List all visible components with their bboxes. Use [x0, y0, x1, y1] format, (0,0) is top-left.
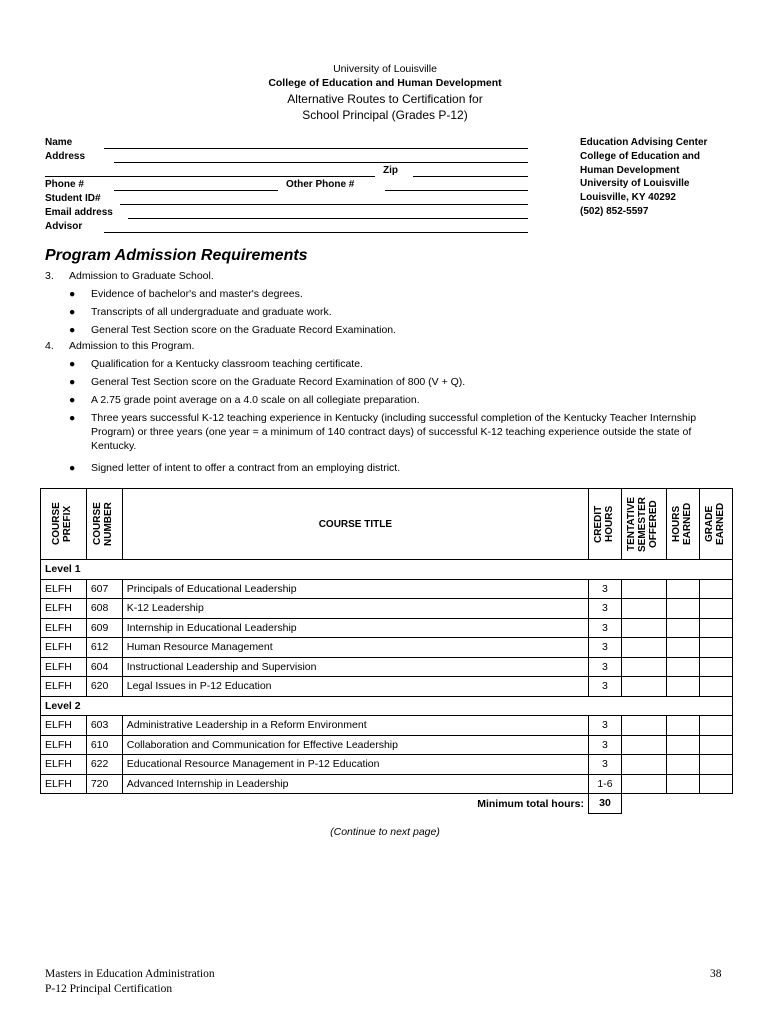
empty-cell [699, 794, 732, 814]
cell-prefix: ELFH [41, 579, 87, 599]
name-field[interactable] [104, 148, 528, 149]
university-name: University of Louisville [333, 63, 437, 75]
empty-cell [621, 794, 666, 814]
cell-tentative[interactable] [621, 735, 666, 755]
cell-grade[interactable] [699, 716, 732, 736]
bullet-icon: ● [69, 324, 76, 336]
table-row [41, 618, 733, 638]
student-id-label: Student ID# [45, 193, 101, 204]
student-id-field[interactable] [120, 204, 528, 205]
req-bullet: Evidence of bachelor's and master's degrees. [91, 288, 303, 300]
cell-grade[interactable] [699, 618, 732, 638]
advising-line: (502) 852-5597 [580, 205, 649, 217]
cell-credit: 3 [588, 657, 621, 677]
table-row [41, 657, 733, 677]
req-heading: Admission to Graduate School. [69, 270, 214, 282]
advising-center-address [580, 136, 707, 219]
cell-number: 608 [86, 599, 122, 619]
req-bullet: General Test Section score on the Graduate Record Examination of 800 (V + Q). [91, 376, 466, 388]
cell-hours-earned[interactable] [666, 755, 699, 775]
cell-hours-earned[interactable] [666, 638, 699, 658]
program-title-line2: School Principal (Grades P-12) [302, 108, 468, 122]
cell-credit: 3 [588, 735, 621, 755]
bullet-icon: ● [69, 376, 76, 388]
course-table [40, 488, 733, 814]
cell-tentative[interactable] [621, 755, 666, 775]
cell-hours-earned[interactable] [666, 774, 699, 794]
cell-title: Collaboration and Communication for Effective Leadership [122, 735, 588, 755]
table-row [41, 599, 733, 619]
cell-hours-earned[interactable] [666, 579, 699, 599]
cell-number: 620 [86, 677, 122, 697]
cell-tentative[interactable] [621, 657, 666, 677]
bullet-icon: ● [69, 358, 76, 370]
cell-credit: 1-6 [588, 774, 621, 794]
table-header-row [41, 489, 733, 560]
cell-prefix: ELFH [41, 755, 87, 775]
table-row [41, 755, 733, 775]
total-row [41, 794, 733, 814]
cell-title: Principals of Educational Leadership [122, 579, 588, 599]
level-label: Level 2 [41, 696, 733, 716]
level-label: Level 1 [41, 560, 733, 580]
cell-credit: 3 [588, 618, 621, 638]
cell-grade[interactable] [699, 638, 732, 658]
cell-hours-earned[interactable] [666, 599, 699, 619]
zip-label: Zip [383, 165, 398, 176]
level-row [41, 560, 733, 580]
address-line2-field[interactable] [45, 176, 375, 177]
cell-credit: 3 [588, 677, 621, 697]
bullet-icon: ● [69, 306, 76, 318]
email-field[interactable] [128, 218, 528, 219]
cell-credit: 3 [588, 638, 621, 658]
col-header-tentative [621, 489, 666, 560]
college-name: College of Education and Human Development [268, 77, 502, 89]
phone-field[interactable] [114, 190, 278, 191]
other-phone-field[interactable] [385, 190, 528, 191]
cell-title: Administrative Leadership in a Reform Environment [122, 716, 588, 736]
name-label: Name [45, 137, 73, 148]
advisor-field[interactable] [104, 232, 528, 233]
cell-hours-earned[interactable] [666, 657, 699, 677]
table-row [41, 735, 733, 755]
address-label: Address [45, 151, 86, 162]
req-number: 4. [45, 340, 54, 352]
cell-grade[interactable] [699, 774, 732, 794]
cell-title: K-12 Leadership [122, 599, 588, 619]
bullet-icon: ● [69, 288, 76, 300]
cell-tentative[interactable] [621, 618, 666, 638]
col-header-credit [588, 489, 621, 560]
req-heading: Admission to this Program. [69, 340, 195, 352]
col-header-prefix-text: COURSE PREFIX [51, 502, 74, 546]
req-number: 3. [45, 270, 54, 282]
advisor-label: Advisor [45, 221, 83, 232]
min-total-label: Minimum total hours: [41, 794, 589, 814]
cell-number: 603 [86, 716, 122, 736]
cell-tentative[interactable] [621, 599, 666, 619]
col-header-number [86, 489, 122, 560]
cell-tentative[interactable] [621, 638, 666, 658]
advising-line: Louisville, KY 40292 [580, 192, 676, 204]
advising-line: Education Advising Center [580, 137, 708, 148]
cell-number: 607 [86, 579, 122, 599]
cell-number: 612 [86, 638, 122, 658]
cell-prefix: ELFH [41, 735, 87, 755]
cell-number: 610 [86, 735, 122, 755]
empty-cell [666, 794, 699, 814]
cell-title: Educational Resource Management in P-12 Education [122, 755, 588, 775]
cell-hours-earned[interactable] [666, 618, 699, 638]
req-bullet: General Test Section score on the Graduate Record Examination. [91, 324, 397, 336]
zip-field[interactable] [413, 176, 528, 177]
cell-credit: 3 [588, 599, 621, 619]
min-total-value: 30 [588, 794, 621, 814]
cell-number: 622 [86, 755, 122, 775]
advising-line: Human Development [580, 164, 680, 176]
cell-tentative[interactable] [621, 716, 666, 736]
page-number: 38 [710, 968, 722, 980]
cell-prefix: ELFH [41, 638, 87, 658]
cell-grade[interactable] [699, 735, 732, 755]
req-bullet: Signed letter of intent to offer a contract from an employing district. [91, 462, 401, 474]
address-field[interactable] [114, 162, 528, 163]
cell-prefix: ELFH [41, 657, 87, 677]
cell-grade[interactable] [699, 677, 732, 697]
continue-note: (Continue to next page) [330, 826, 440, 838]
cell-title: Internship in Educational Leadership [122, 618, 588, 638]
col-header-title: COURSE TITLE [122, 489, 588, 560]
program-title-line1: Alternative Routes to Certification for [287, 92, 483, 106]
cell-number: 604 [86, 657, 122, 677]
cell-grade[interactable] [699, 755, 732, 775]
cell-grade[interactable] [699, 599, 732, 619]
level-row [41, 696, 733, 716]
section-title: Program Admission Requirements [45, 247, 308, 264]
cell-prefix: ELFH [41, 677, 87, 697]
table-row [41, 677, 733, 697]
bullet-icon: ● [69, 462, 76, 474]
cell-hours-earned[interactable] [666, 735, 699, 755]
req-bullet: Transcripts of all undergraduate and graduate work. [91, 306, 332, 318]
cell-hours-earned[interactable] [666, 677, 699, 697]
cell-title: Human Resource Management [122, 638, 588, 658]
advising-line: College of Education and [580, 150, 701, 162]
email-label: Email address [45, 207, 113, 218]
cell-grade[interactable] [699, 657, 732, 677]
req-bullet: Three years successful K-12 teaching experience in Kentucky (including successful completion of the Kentucky Teacher Internship Program) or three years (one year = a minimum of 140 contract days) of successful K-12 teaching experience outside the state of Kentucky. [91, 412, 697, 452]
col-header-number-text: COURSE NUMBER [92, 502, 115, 546]
cell-credit: 3 [588, 716, 621, 736]
other-phone-label: Other Phone # [286, 179, 355, 190]
col-header-hours-earned [666, 489, 699, 560]
cell-title: Instructional Leadership and Supervision [122, 657, 588, 677]
cell-tentative[interactable] [621, 677, 666, 697]
advising-line: University of Louisville [580, 178, 690, 190]
cell-prefix: ELFH [41, 716, 87, 736]
cell-credit: 3 [588, 755, 621, 775]
cell-tentative[interactable] [621, 579, 666, 599]
table-row [41, 638, 733, 658]
bullet-icon: ● [69, 412, 76, 424]
table-row [41, 579, 733, 599]
cell-grade[interactable] [699, 579, 732, 599]
table-row [41, 774, 733, 794]
footer-line1: Masters in Education Administration [45, 968, 215, 980]
col-header-prefix [41, 489, 87, 560]
col-header-grade-text: GRADE EARNED [703, 502, 726, 546]
req-bullet: A 2.75 grade point average on a 4.0 scale on all collegiate preparation. [91, 394, 420, 406]
col-header-tentative-text: TENTATIVE SEMESTER OFFERED [625, 496, 659, 552]
table-row [41, 716, 733, 736]
req-bullet: Qualification for a Kentucky classroom teaching certificate. [91, 358, 363, 370]
phone-label: Phone # [45, 179, 84, 190]
bullet-icon: ● [69, 394, 76, 406]
cell-prefix: ELFH [41, 774, 87, 794]
cell-number: 720 [86, 774, 122, 794]
cell-credit: 3 [588, 579, 621, 599]
col-header-credit-text: CREDIT HOURS [592, 505, 615, 543]
footer-line2: P-12 Principal Certification [45, 983, 173, 995]
cell-title: Legal Issues in P-12 Education [122, 677, 588, 697]
cell-prefix: ELFH [41, 599, 87, 619]
cell-number: 609 [86, 618, 122, 638]
cell-tentative[interactable] [621, 774, 666, 794]
col-header-hours-earned-text: HOURS EARNED [670, 502, 693, 546]
cell-title: Advanced Internship in Leadership [122, 774, 588, 794]
cell-hours-earned[interactable] [666, 716, 699, 736]
cell-prefix: ELFH [41, 618, 87, 638]
col-header-grade [699, 489, 732, 560]
